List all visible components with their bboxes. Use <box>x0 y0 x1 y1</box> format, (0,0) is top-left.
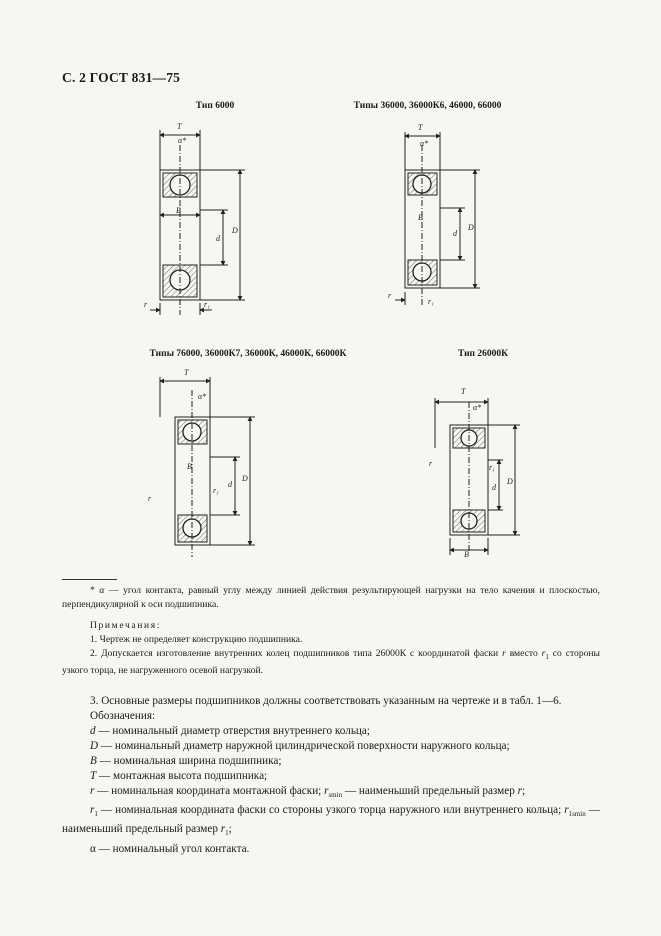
footnote <box>62 584 600 612</box>
figure-2-label-t: T <box>418 123 423 132</box>
notes-block <box>62 619 600 678</box>
designation-b: B — номинальная ширина подшипника; <box>90 755 282 767</box>
figure-3-label-d: d <box>228 480 232 489</box>
footnote-star: * <box>90 585 95 596</box>
figure-4-title: Тип 26000К <box>457 349 509 359</box>
footnote-rule <box>62 579 117 580</box>
figure-3-label-r: r <box>148 494 152 503</box>
figure-4-label-d: d <box>492 483 496 492</box>
figure-2-label-r1: r₁ <box>428 297 434 306</box>
notes-heading: Примечания: <box>90 620 161 631</box>
figure-3-label-r1: r₁ <box>213 486 219 495</box>
designation-big-d: D — номинальный диаметр наружной цилиндрической поверхности наружного кольца; <box>90 740 510 752</box>
figure-3-label-big-d: D <box>242 474 248 483</box>
paragraph-3: 3. Основные размеры подшипников должны соответствовать указанным на чертеже и в табл. 1—6. <box>90 695 562 707</box>
figure-2-label-big-d: D <box>468 223 474 232</box>
figure-4-label-alpha: α* <box>473 403 482 412</box>
figure-3-label-alpha: α* <box>198 392 207 401</box>
figure-1-bearing-drawing <box>120 115 260 325</box>
figure-2-label-r: r <box>388 291 392 300</box>
figure-1-label-d: d <box>216 234 220 243</box>
figure-4-bearing-drawing <box>415 380 535 560</box>
figure-2-label-b: B <box>418 213 423 222</box>
figure-2-label-alpha: α* <box>420 139 429 148</box>
figure-3-bearing-drawing <box>140 365 270 560</box>
figure-2-bearing-drawing <box>370 120 500 320</box>
figure-4-label-big-d: D <box>507 477 513 486</box>
page-header: С. 2 ГОСТ 831—75 <box>62 70 181 85</box>
note-2: 2. Допускается изготовление внутренних колец подшипников типа 26000К с координатой фаски r вместо $r_1$ со стороны узкого торца, не нагруженного осевой нагрузкой. <box>62 648 600 676</box>
note-1: 1. Чертеж не определяет конструкцию подшипника. <box>90 634 303 645</box>
designation-r: r — номинальная координата монтажной фаски; $r_{smin}$ — наименьший предельный размер r; <box>90 785 526 800</box>
figure-2-label-d: d <box>453 229 457 238</box>
designations-heading: Обозначения: <box>90 710 156 722</box>
figure-4-label-r1: r₁ <box>489 463 495 472</box>
figure-4-label-b: B <box>464 550 469 559</box>
footnote-text: — угол контакта, равный углу между линией действия результирующей нагрузки на тело качения и плоскостью, перпендикулярной к оси подшипника. <box>62 585 600 610</box>
figure-1-label-b: B <box>176 206 181 215</box>
figure-2-title: Типы 36000, 36000К6, 46000, 66000 <box>353 101 502 111</box>
figure-3-label-t: T <box>184 368 189 377</box>
designation-d: d — номинальный диаметр отверстия внутреннего кольца; <box>90 725 370 737</box>
figure-1-label-r: r <box>144 300 148 309</box>
figure-3-label-b: B <box>187 462 192 471</box>
figure-4-label-t: T <box>461 387 466 396</box>
figure-3-title: Типы 76000, 36000К7, 36000К, 46000К, 66000К <box>149 349 347 359</box>
figure-1-label-r1: r₁ <box>204 300 210 309</box>
figure-4-label-r: r <box>429 459 433 468</box>
designation-r1: $r_1$ — номинальная координата фаски со стороны узкого торца наружного или внутреннего кольца; $r_{1smin}$ — наименьший предельный размер $r_1$; <box>62 804 601 838</box>
designation-t: T — монтажная высота подшипника; <box>90 770 268 782</box>
footnote-alpha: α <box>99 585 105 596</box>
designation-alpha: α — номинальный угол контакта. <box>90 842 250 855</box>
main-text <box>62 694 600 857</box>
figure-1-label-alpha: α* <box>178 136 187 145</box>
figure-1-label-t: T <box>177 122 182 131</box>
figure-1-label-big-d: D <box>232 226 238 235</box>
figure-1-title: Тип 6000 <box>195 101 235 111</box>
